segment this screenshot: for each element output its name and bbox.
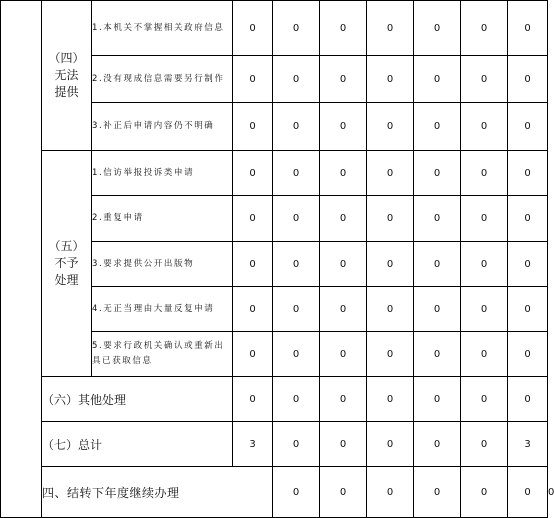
- value-cell: 0: [233, 287, 273, 332]
- value-cell: 0: [273, 242, 320, 287]
- value-cell: 0: [414, 377, 461, 422]
- row-label: 3.要求提供公开出版物: [92, 242, 233, 287]
- value-cell: 0: [508, 467, 548, 518]
- group-4-header: [42, 1, 92, 151]
- value-cell: 0: [414, 242, 461, 287]
- value-cell: 0: [320, 151, 367, 196]
- table-row: [1, 151, 548, 196]
- value-cell: 0: [273, 377, 320, 422]
- row-label: 1.信访举报投诉类申请: [92, 151, 233, 196]
- value-cell: 0: [461, 242, 508, 287]
- row-label: 2.没有现成信息需要另行制作: [92, 56, 233, 103]
- value-cell: 0: [367, 56, 414, 103]
- value-cell: 0: [414, 196, 461, 242]
- group-5-line1: 不予: [54, 256, 79, 270]
- row-label: 2.重复申请: [92, 196, 233, 242]
- value-cell: 0: [461, 467, 508, 518]
- value-cell: 0: [414, 103, 461, 151]
- value-cell: 0: [320, 56, 367, 103]
- value-cell: 0: [273, 287, 320, 332]
- value-cell: 0: [461, 332, 508, 377]
- value-cell: 0: [273, 151, 320, 196]
- value-cell: 0: [367, 151, 414, 196]
- value-cell: 0: [508, 242, 548, 287]
- value-cell: 0: [414, 151, 461, 196]
- value-cell: 0: [367, 196, 414, 242]
- row-label-total: （七）总计: [42, 422, 233, 467]
- value-cell: 0: [273, 103, 320, 151]
- value-cell: 0: [508, 1, 548, 56]
- value-cell: 0: [508, 56, 548, 103]
- row-label-other: （六）其他处理: [42, 377, 233, 422]
- value-cell: 0: [508, 332, 548, 377]
- value-cell: 0: [273, 422, 320, 467]
- value-cell: 0: [461, 151, 508, 196]
- row-label: 3.补正后申请内容仍不明确: [92, 103, 233, 151]
- value-cell: 0: [461, 422, 508, 467]
- value-cell: 0: [320, 1, 367, 56]
- value-cell: 0: [414, 287, 461, 332]
- table-row: [1, 1, 548, 56]
- table-row: 四、结转下年度继续办理 0 0 0 0 0 0 0: [1, 467, 548, 518]
- group-4-line1: 无法: [54, 68, 79, 82]
- value-cell: 0: [320, 103, 367, 151]
- value-cell: 0: [320, 377, 367, 422]
- value-cell: 0: [461, 287, 508, 332]
- value-cell: 0: [233, 1, 273, 56]
- value-cell: 0: [508, 287, 548, 332]
- value-cell: 0: [508, 196, 548, 242]
- value-cell: 0: [367, 377, 414, 422]
- value-cell: 0: [273, 332, 320, 377]
- value-cell: 0: [273, 56, 320, 103]
- value-cell: 0: [273, 196, 320, 242]
- value-cell: 0: [320, 467, 367, 518]
- value-cell: 0: [367, 332, 414, 377]
- group-4-index: （四）: [48, 51, 85, 65]
- value-cell: 0: [461, 1, 508, 56]
- value-cell: 0: [367, 1, 414, 56]
- value-cell: 0: [461, 103, 508, 151]
- value-cell: 0: [273, 467, 320, 518]
- table-row: [1, 422, 548, 467]
- value-cell: 0: [508, 151, 548, 196]
- value-cell: 0: [233, 196, 273, 242]
- group-5-line2: 处理: [54, 273, 79, 287]
- value-cell: 0: [233, 377, 273, 422]
- group-4-line2: 提供: [54, 85, 79, 99]
- value-cell: 0: [233, 151, 273, 196]
- value-cell: 0: [233, 242, 273, 287]
- value-cell: 3: [508, 422, 548, 467]
- table-row: [1, 377, 548, 422]
- row-label: 5.要求行政机关确认或重新出具已获取信息: [92, 332, 233, 377]
- row-label: 1.本机关不掌握相关政府信息: [92, 1, 233, 56]
- group-5-header: [42, 151, 92, 377]
- value-cell: 0: [320, 242, 367, 287]
- value-cell: 0: [273, 1, 320, 56]
- value-cell: 0: [508, 377, 548, 422]
- value-cell: 0: [367, 467, 414, 518]
- value-cell: 0: [414, 467, 461, 518]
- value-cell: 0: [367, 422, 414, 467]
- row-label-carryover: 四、结转下年度继续办理: [42, 467, 273, 518]
- value-cell: 0: [233, 56, 273, 103]
- row-label: 4.无正当理由大量反复申请: [92, 287, 233, 332]
- value-cell: 0: [414, 422, 461, 467]
- value-cell: 0: [367, 242, 414, 287]
- value-cell: 0: [320, 287, 367, 332]
- value-cell: 0: [320, 332, 367, 377]
- value-cell: 0: [233, 103, 273, 151]
- value-cell: 3: [233, 422, 273, 467]
- value-cell: 0: [461, 56, 508, 103]
- value-cell: 0: [508, 103, 548, 151]
- value-cell: 0: [320, 422, 367, 467]
- value-cell: 0: [367, 287, 414, 332]
- outer-category-cell: [1, 1, 42, 518]
- value-cell: 0: [320, 196, 367, 242]
- value-cell: 0: [414, 1, 461, 56]
- value-cell: 0: [414, 56, 461, 103]
- group-5-index: （五）: [48, 239, 85, 253]
- value-cell: 0: [461, 196, 508, 242]
- value-cell: 0: [367, 103, 414, 151]
- value-cell: 0: [461, 377, 508, 422]
- value-cell: 0: [233, 332, 273, 377]
- value-cell: 0: [414, 332, 461, 377]
